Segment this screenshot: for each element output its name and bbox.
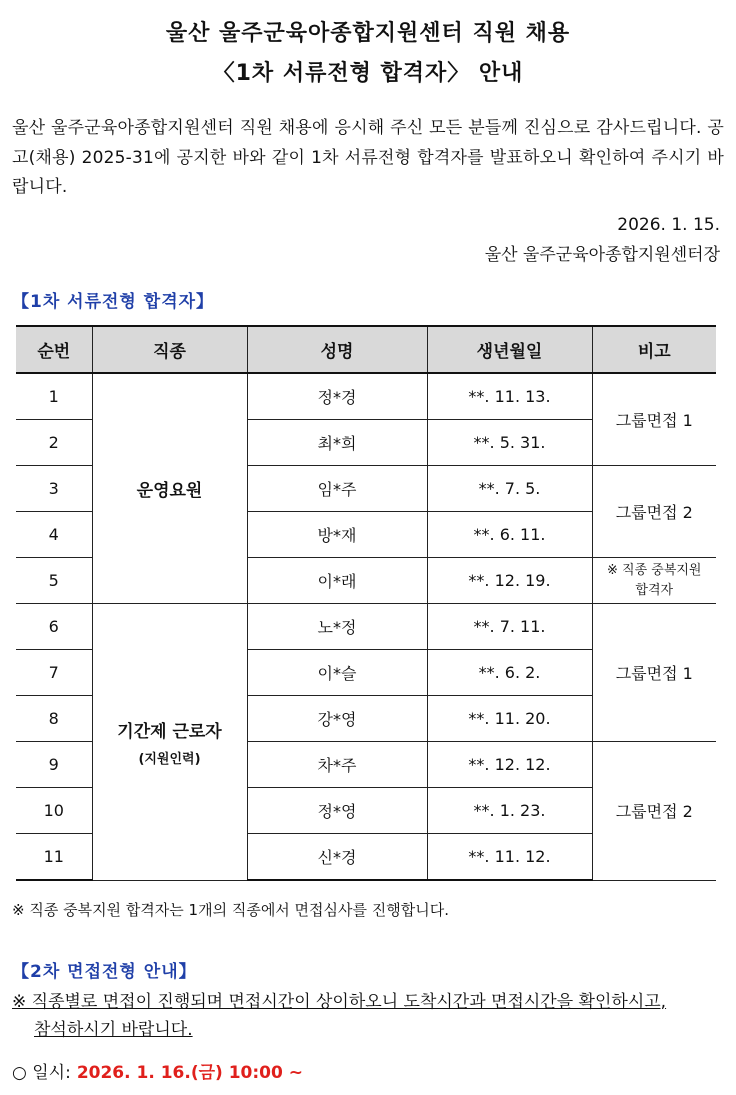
cell-name: 이*슬 <box>247 650 427 696</box>
cell-name: 신*경 <box>247 834 427 881</box>
job-operations: 운영요원 <box>136 481 203 501</box>
cell-no: 5 <box>16 558 92 604</box>
cell-remark-group2: 그룹면접 2 <box>592 466 716 558</box>
header-remark: 비고 <box>592 326 716 373</box>
job-contract-sub: (지원인력) <box>138 751 201 767</box>
issuer-name: 울산 울주군육아종합지원센터장 <box>484 245 720 265</box>
issue-block <box>485 210 720 270</box>
section-title-results: 【1차 서류전형 합격자】 <box>12 292 215 312</box>
cell-no: 8 <box>16 696 92 742</box>
cell-birth: **. 11. 20. <box>427 696 592 742</box>
header-name: 성명 <box>247 326 427 373</box>
cell-no: 7 <box>16 650 92 696</box>
cell-birth: **. 6. 2. <box>427 650 592 696</box>
header-no: 순번 <box>16 326 92 373</box>
cell-name: 차*주 <box>247 742 427 788</box>
cell-remark-group1b: 그룹면접 1 <box>592 604 716 742</box>
schedule-value: 2026. 1. 16.(금) 10:00 ~ <box>76 1063 303 1083</box>
cell-name: 노*정 <box>247 604 427 650</box>
section-title-interview: 【2차 면접전형 안내】 <box>12 962 197 982</box>
cell-birth: **. 5. 31. <box>427 420 592 466</box>
cell-no: 2 <box>16 420 92 466</box>
header-job: 직종 <box>92 326 247 373</box>
cell-name: 정*경 <box>247 373 427 420</box>
remark-duplicate-line1: ※ 직종 중복지원 <box>606 562 702 578</box>
cell-job-contract <box>92 604 247 881</box>
cell-name: 최*희 <box>247 420 427 466</box>
cell-birth: **. 12. 19. <box>427 558 592 604</box>
cell-birth: **. 11. 12. <box>427 834 592 881</box>
cell-job-operations <box>92 373 247 604</box>
schedule-label: ○ 일시: <box>12 1063 71 1083</box>
cell-remark-group1: 그룹면접 1 <box>592 373 716 466</box>
cell-no: 11 <box>16 834 92 881</box>
cell-remark-group2b: 그룹면접 2 <box>592 742 716 881</box>
cell-birth: **. 7. 11. <box>427 604 592 650</box>
cell-no: 4 <box>16 512 92 558</box>
header-birth: 생년월일 <box>427 326 592 373</box>
interview-notice <box>12 988 724 1044</box>
cell-remark-duplicate <box>592 558 716 604</box>
page-title: 울산 울주군육아종합지원센터 직원 채용 <box>165 21 571 46</box>
cell-birth: **. 7. 5. <box>427 466 592 512</box>
cell-name: 임*주 <box>247 466 427 512</box>
cell-birth: **. 11. 13. <box>427 373 592 420</box>
cell-no: 6 <box>16 604 92 650</box>
cell-name: 강*영 <box>247 696 427 742</box>
intro-paragraph: 울산 울주군육아종합지원센터 직원 채용에 응시해 주신 모든 분들께 진심으로 감사드립니다. 공고(채용) 2025-31에 공지한 바와 같이 1차 서류전형 합격자를 발표하오니 확인하여 주시기 바랍니다. <box>12 118 724 197</box>
cell-no: 1 <box>16 373 92 420</box>
cell-name: 이*래 <box>247 558 427 604</box>
job-contract: 기간제 근로자 <box>117 721 222 742</box>
notice-line2: 참석하시기 바랍니다. <box>34 1020 193 1040</box>
issue-date: 2026. 1. 15. <box>617 215 720 235</box>
notice-line1: ※ 직종별로 면접이 진행되며 면접시간이 상이하오니 도착시간과 면접시간을 확인하시고, <box>12 992 667 1012</box>
table-header-row <box>16 326 716 373</box>
table-row <box>16 604 716 650</box>
cell-no: 9 <box>16 742 92 788</box>
cell-name: 방*재 <box>247 512 427 558</box>
remark-duplicate-line2: 합격자 <box>635 582 674 598</box>
table-row <box>16 373 716 420</box>
results-table <box>16 325 716 881</box>
interview-schedule <box>12 1058 303 1083</box>
cell-no: 3 <box>16 466 92 512</box>
table-footnote: ※ 직종 중복지원 합격자는 1개의 직종에서 면접심사를 진행합니다. <box>12 901 449 919</box>
page-subtitle: 〈1차 서류전형 합격자〉 안내 <box>212 61 524 86</box>
cell-name: 정*영 <box>247 788 427 834</box>
cell-no: 10 <box>16 788 92 834</box>
cell-birth: **. 1. 23. <box>427 788 592 834</box>
cell-birth: **. 6. 11. <box>427 512 592 558</box>
cell-birth: **. 12. 12. <box>427 742 592 788</box>
